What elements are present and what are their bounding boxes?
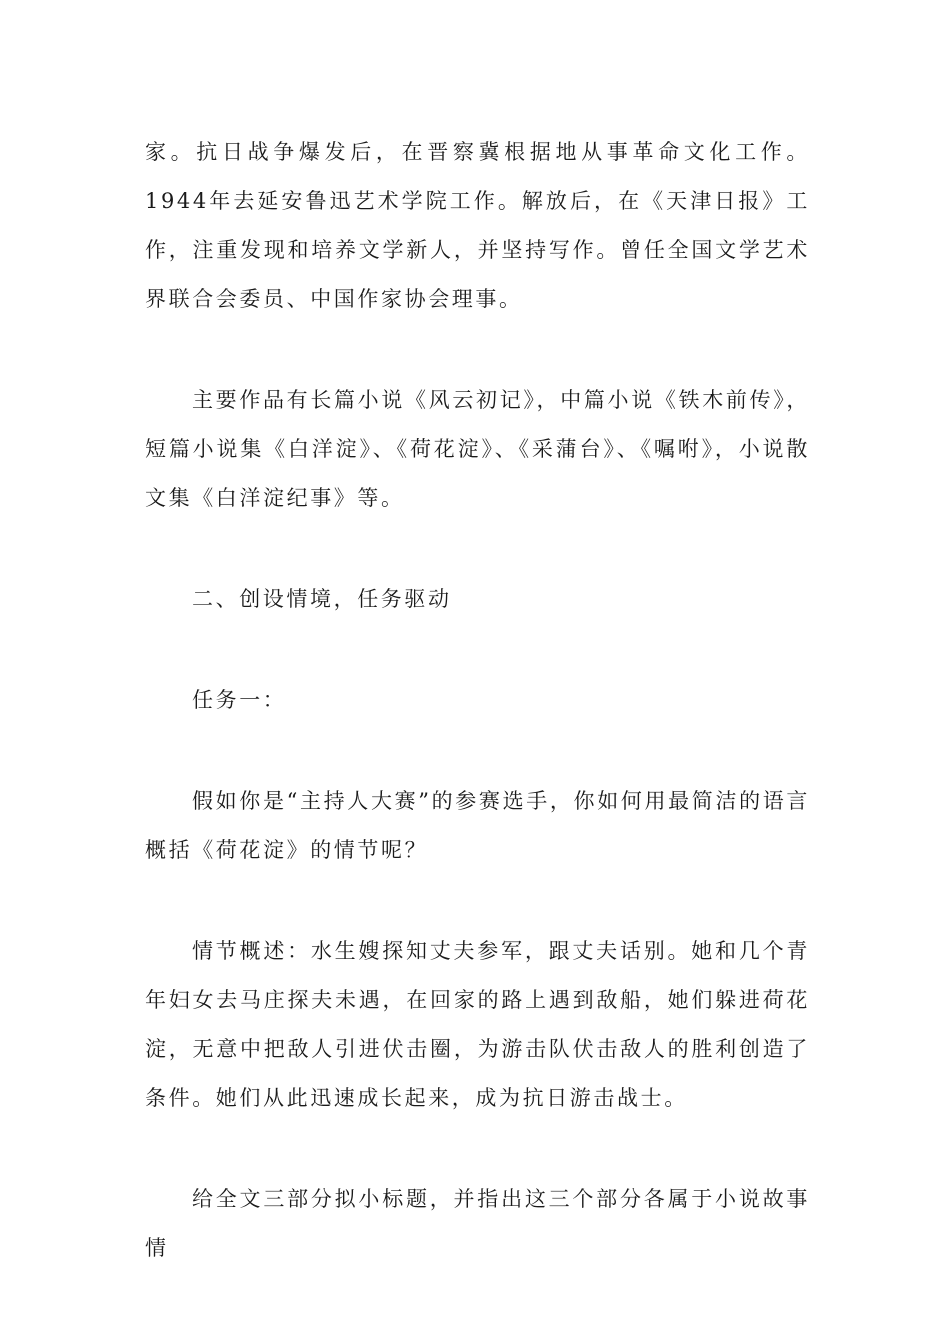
section-heading: 二、创设情境，任务驱动 <box>192 587 452 611</box>
paragraph-bio-continued: 家。抗日战争爆发后，在晋察冀根据地从事革命文化工作。1944年去延安鲁迅艺术学院工作。解放后，在《天津日报》工作，注重发现和培养文学新人，并坚持写作。曾任全国文学艺术界联合会委员、中国作家协会理事。 <box>145 140 810 311</box>
paragraph-plot-summary: 情节概述：水生嫂探知丈夫参军，跟丈夫话别。她和几个青年妇女去马庄探夫未遇，在回家的路上遇到敌船，她们躲进荷花淀，无意中把敌人引进伏击圈，为游击队伏击敌人的胜利创造了条件。她们从此迅速成长起来，成为抗日游击战士。 <box>145 939 810 1110</box>
paragraph-task-one-question: 假如你是“主持人大赛”的参赛选手，你如何用最简洁的语言概括《荷花淀》的情节呢？ <box>145 789 810 862</box>
document-body <box>145 128 810 1325</box>
paragraph-major-works: 主要作品有长篇小说《风云初记》，中篇小说《铁木前传》，短篇小说集《白洋淀》、《荷花淀》、《采蒲台》、《嘱咐》，小说散文集《白洋淀纪事》等。 <box>145 388 810 510</box>
paragraph-subtitle-task: 给全文三部分拟小标题，并指出这三个部分各属于小说故事情 <box>145 1187 810 1260</box>
task-one-label: 任务一： <box>192 688 287 712</box>
